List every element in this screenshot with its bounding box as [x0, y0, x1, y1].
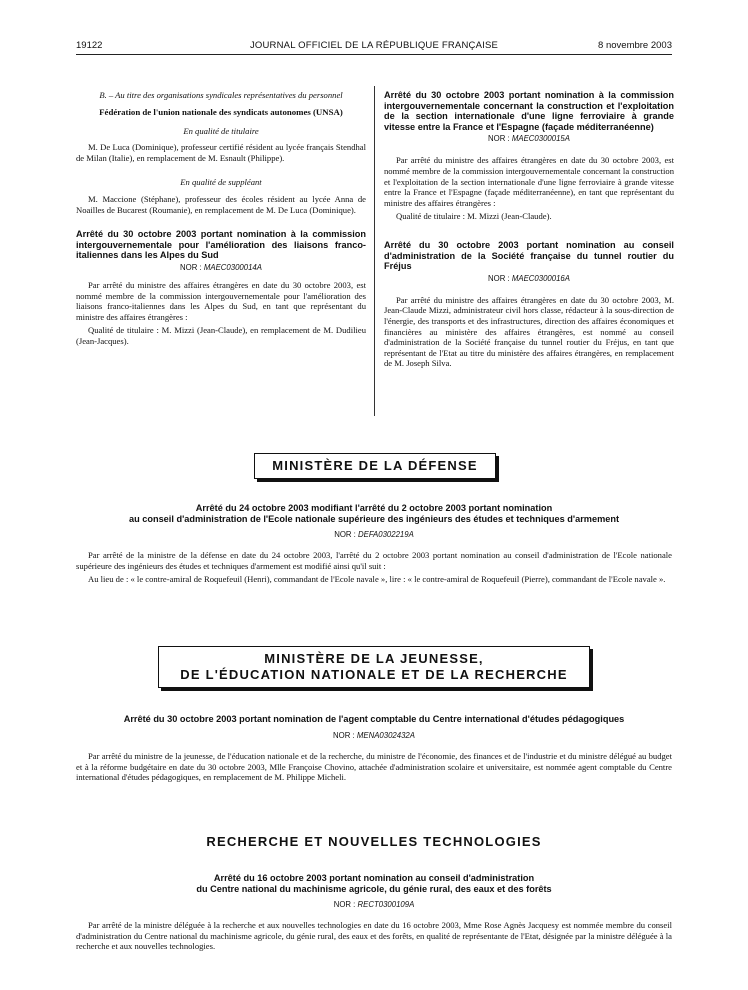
arrete-title: Arrêté du 30 octobre 2003 portant nomination au conseil d'administration de la Société française du tunnel routier du Fréjus	[384, 239, 674, 272]
arrete-paragraph: Qualité de titulaire : M. Mizzi (Jean-Claude), en remplacement de M. Dudilieu (Jean-Jacques).	[76, 325, 366, 346]
jeunesse-body	[76, 751, 672, 783]
nor-line	[76, 731, 672, 740]
nor-value: MAEC0300015A	[511, 134, 570, 144]
section-heading-recherche: RECHERCHE ET NOUVELLES TECHNOLOGIES	[206, 834, 542, 849]
ministry-heading: MINISTÈRE DE LA JEUNESSE,	[264, 651, 484, 666]
nor-label: NOR :	[334, 530, 356, 539]
nor-value: MAEC0300014A	[203, 262, 262, 272]
titulaire-label: En qualité de titulaire	[183, 125, 259, 136]
arrete-title: Arrêté du 30 octobre 2003 portant nomination de l'agent comptable du Centre international d'études pédagogiques	[123, 714, 625, 724]
right-column	[384, 90, 674, 369]
recherche-body	[76, 920, 672, 952]
nor-line	[384, 134, 674, 143]
nor-line	[76, 900, 672, 909]
nor-label: NOR :	[488, 273, 510, 283]
arrete-paragraph: Au lieu de : « le contre-amiral de Roquefeuil (Henri), commandant de l'Ecole navale », lire : « le contre-amiral de Roquefeuil (Pierre), commandant de l'Ecole navale ».	[88, 574, 666, 585]
nor-value: RECT0300109A	[357, 900, 415, 909]
nor-label: NOR :	[488, 134, 510, 144]
arrete-title: Arrêté du 30 octobre 2003 portant nomination à la commission intergouvernementale pour l'amélioration des liaisons franco-italiennes dans les Alpes du Sud	[76, 229, 366, 261]
arrete-paragraph: Par arrêté du ministre de la jeunesse, de l'éducation nationale et de la recherche, du ministre de l'économie, des finances et de l'industrie et du ministre délégué au budget et à la réforme budgétaire en date du 30 octobre 2003, Mlle Françoise Chovino, attachée d'administration scolaire et universitaire, est nommée agent comptable du Centre international d'études pédagogiques, en remplacement de M. Philippe Micheli.	[76, 751, 672, 783]
arrete-paragraph: Par arrêté de la ministre déléguée à la recherche et aux nouvelles technologies en date du 16 octobre 2003, Mme Rose Agnès Jacquesy est nommée membre du conseil d'administration du Centre national du machinisme agricole, du génie rural, des eaux et des forêts, en qualité de représentante de l'Etat, désignée par la ministre déléguée à la recherche et aux nouvelles technologies.	[76, 920, 672, 952]
arrete-paragraph: Par arrêté de la ministre de la défense en date du 24 octobre 2003, l'arrêté du 2 octobre 2003 portant nomination au conseil d'administration de l'Ecole nationale supérieure des ingénieurs des études et techniques d'armement est modifié ainsi qu'il suit :	[76, 550, 672, 571]
nor-value: DEFA0302219A	[358, 530, 414, 539]
nor-line	[384, 274, 674, 283]
defense-body	[76, 550, 672, 585]
section-label: B. – Au titre des organisations syndicales représentatives du personnel	[99, 90, 343, 100]
nor-line	[76, 263, 366, 272]
nor-line	[76, 530, 672, 539]
arrete-title-line: au conseil d'administration de l'Ecole nationale supérieure des ingénieurs des études et techniques d'armement	[128, 514, 620, 524]
nor-label: NOR :	[180, 262, 202, 272]
titulaire-text: M. De Luca (Dominique), professeur certifié résident au lycée français Stendhal de Milan (Italie), en remplacement de M. Esnault (Philippe).	[76, 142, 366, 163]
arrete-paragraph: Par arrêté du ministre des affaires étrangères en date du 30 octobre 2003, est nommé membre de la commission intergouvernementale pour l'amélioration des liaisons franco-italiennes dans les Alpes du Sud, en tant que représentant du ministre des affaires étrangères :	[76, 279, 366, 322]
arrete-title: Arrêté du 30 octobre 2003 portant nomination à la commission intergouvernementale concernant la construction et l'exploitation de la section internationale d'une ligne ferroviaire à grande vitesse entre la France et l'Espagne (façade méditerranéenne)	[384, 90, 674, 132]
suppleant-text: M. Maccione (Stéphane), professeur des écoles résident au lycée Anna de Noailles de Bucarest (Roumanie), en remplacement de M. De Luca (Dominique).	[76, 193, 366, 215]
column-divider	[374, 86, 375, 416]
arrete-title-line: Arrêté du 24 octobre 2003 modifiant l'arrêté du 2 octobre 2003 portant nomination	[195, 503, 553, 513]
journal-title: JOURNAL OFFICIEL DE LA RÉPUBLIQUE FRANÇAISE	[249, 40, 499, 51]
arrete-paragraph: Par arrêté du ministre des affaires étrangères en date du 30 octobre 2003, M. Jean-Claude Mizzi, administrateur civil hors classe, rédacteur à la sous-direction de l'énergie, des transports et des infrastructures, direction des affaires économiques et financières au ministère des affaires étrangères, est nommé au conseil d'administration de la Société française du tunnel routier du Fréjus, en tant que représentant de l'Etat au titre du ministère des affaires étrangères, en remplacement de M. Joseph Silva.	[384, 294, 674, 369]
nor-value: MENA0302432A	[356, 731, 415, 740]
ministry-heading: MINISTÈRE DE LA DÉFENSE	[272, 458, 478, 473]
nor-label: NOR :	[333, 900, 356, 909]
arrete-title-line: du Centre national du machinisme agricole, du génie rural, des eaux et des forêts	[196, 884, 552, 894]
ministry-box-jeunesse	[158, 646, 590, 688]
issue-date: 8 novembre 2003	[598, 40, 672, 51]
nor-value: MAEC0300016A	[511, 273, 570, 283]
arrete-paragraph: Par arrêté du ministre des affaires étrangères en date du 30 octobre 2003, est nommé membre de la commission intergouvernementale concernant la construction et l'exploitation de la section internationale d'une ligne ferroviaire à grande vitesse entre la France et l'Espagne (façade méditerranéenne), en tant que représentant du ministre des affaires étrangères :	[384, 155, 674, 208]
left-column	[76, 90, 366, 347]
arrete-title	[76, 503, 672, 525]
federation-name: Fédération de l'union nationale des syndicats autonomes (UNSA)	[99, 106, 343, 117]
ministry-heading: DE L'ÉDUCATION NATIONALE ET DE LA RECHERCHE	[180, 667, 568, 682]
arrete-title	[76, 873, 672, 895]
page-number: 19122	[76, 40, 103, 51]
arrete-title-line: Arrêté du 16 octobre 2003 portant nomination au conseil d'administration	[213, 873, 535, 883]
ministry-box-defense	[254, 453, 496, 479]
nor-label: NOR :	[333, 731, 355, 740]
suppleant-label: En qualité de suppléant	[180, 177, 262, 188]
header-rule	[76, 54, 672, 55]
arrete-paragraph: Qualité de titulaire : M. Mizzi (Jean-Claude).	[396, 211, 552, 222]
